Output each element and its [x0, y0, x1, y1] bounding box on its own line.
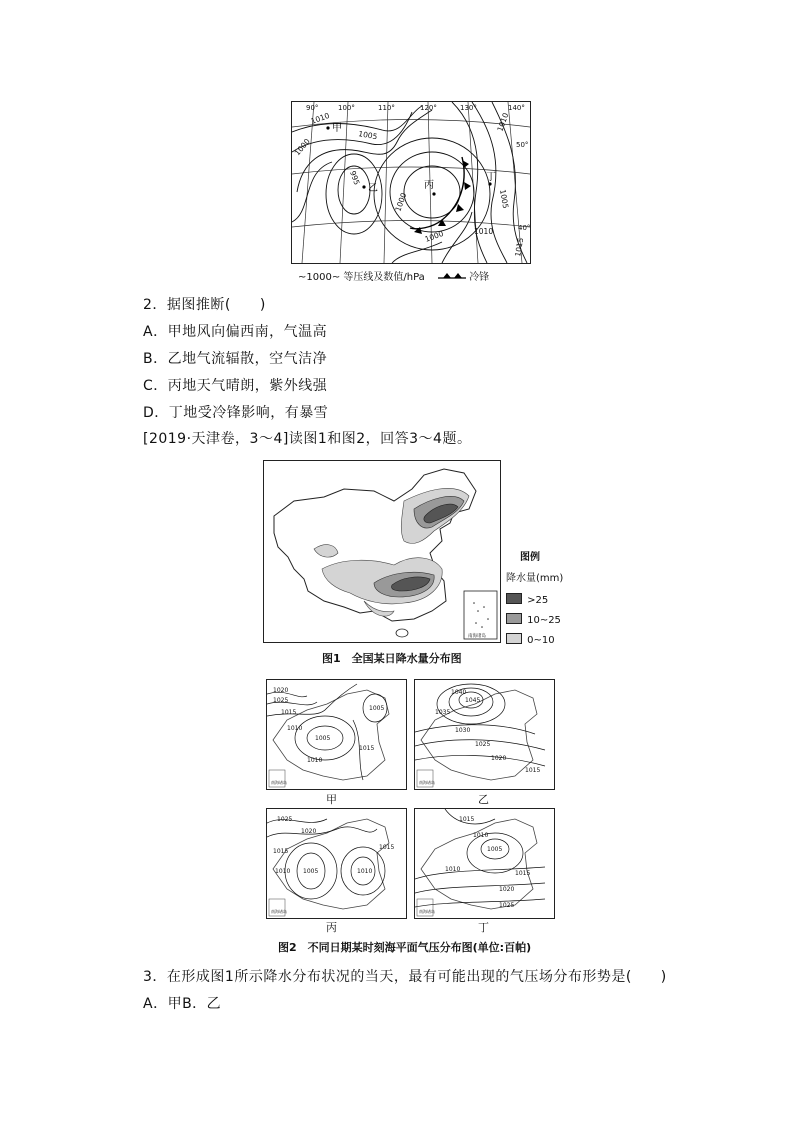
- place-bing: 丙: [424, 180, 434, 191]
- legend-item: [506, 628, 576, 647]
- svg-text:1010: 1010: [473, 832, 489, 839]
- cold-front-legend-text: 冷锋: [469, 272, 490, 283]
- svg-text:1005: 1005: [303, 868, 319, 875]
- svg-text:1030: 1030: [455, 727, 471, 734]
- isobar-value: 1005: [357, 129, 379, 142]
- isobar-map-graphic: [292, 102, 530, 263]
- question-3-stem: 3．在形成图1所示降水分布状况的当天，最有可能出现的气压场分布形势是( ): [143, 969, 667, 985]
- isobar-map: [291, 101, 531, 264]
- pressure-map-jia: [266, 679, 407, 790]
- isobar-value: 1010: [309, 110, 331, 126]
- question-2-option-c: C．丙地天气晴朗，紫外线强: [143, 378, 328, 394]
- isobar-map-legend: [298, 268, 528, 282]
- svg-text:1020: 1020: [273, 687, 289, 694]
- isobar-value: 1005: [498, 188, 511, 210]
- svg-text:1025: 1025: [277, 816, 293, 823]
- svg-text:1025: 1025: [475, 741, 491, 748]
- pressure-map-ding: [414, 808, 555, 919]
- svg-text:1045: 1045: [465, 697, 481, 704]
- legend-label: 10~25: [527, 615, 561, 626]
- isobar-value: 1000: [423, 228, 445, 244]
- svg-text:1020: 1020: [491, 755, 507, 762]
- isobar-legend-text: ~1000~ 等压线及数值/hPa: [298, 272, 425, 283]
- precipitation-legend: [506, 548, 576, 646]
- legend-swatch-heavy: [506, 593, 522, 604]
- legend-label: >25: [527, 595, 549, 606]
- place-ding: 丁: [486, 172, 496, 183]
- precipitation-map: [263, 460, 501, 643]
- svg-text:1005: 1005: [369, 705, 385, 712]
- isobar-value: 1010: [495, 111, 511, 133]
- lat-label: 40°: [518, 224, 530, 232]
- svg-text:1015: 1015: [525, 767, 541, 774]
- lon-label: 90°: [306, 104, 319, 112]
- question-2-option-a: A．甲地风向偏西南，气温高: [143, 324, 328, 340]
- legend-label: 0~10: [527, 635, 555, 646]
- lon-label: 120°: [420, 104, 437, 112]
- svg-text:1015: 1015: [273, 848, 289, 855]
- svg-text:1010: 1010: [307, 757, 323, 764]
- svg-text:1035: 1035: [435, 709, 451, 716]
- pressure-maps-grid: [266, 679, 556, 932]
- place-yi: 乙: [368, 183, 378, 194]
- figure-2-caption: 图2 不同日期某时刻海平面气压分布图(单位:百帕): [278, 941, 532, 954]
- question-3-options: A．甲B．乙: [143, 996, 222, 1012]
- legend-item: [506, 608, 576, 627]
- svg-text:1040: 1040: [451, 689, 467, 696]
- inset-label: 南海诸岛: [468, 634, 486, 639]
- isobar-value: 1000: [393, 191, 409, 213]
- lon-label: 140°: [508, 104, 525, 112]
- svg-text:1005: 1005: [487, 846, 503, 853]
- svg-text:南海诸岛: 南海诸岛: [271, 909, 287, 914]
- question-2-option-b: B．乙地气流辐散，空气洁净: [143, 351, 328, 367]
- section-intro: [2019·天津卷，3～4]读图1和图2，回答3～4题。: [143, 431, 472, 447]
- panel-label-bing: 丙: [326, 921, 337, 934]
- svg-text:南海诸岛: 南海诸岛: [419, 909, 435, 914]
- pressure-map-yi: [414, 679, 555, 790]
- panel-label-yi: 乙: [478, 793, 489, 806]
- panel-label-ding: 丁: [478, 921, 489, 934]
- precipitation-map-graphic: [264, 461, 500, 642]
- isobar-value: 995: [348, 169, 362, 187]
- svg-text:1010: 1010: [275, 868, 291, 875]
- legend-item: [506, 588, 576, 607]
- svg-text:1010: 1010: [357, 868, 373, 875]
- svg-text:1025: 1025: [273, 697, 289, 704]
- svg-text:1015: 1015: [515, 870, 531, 877]
- svg-text:1020: 1020: [301, 828, 317, 835]
- isobar-value: 1015: [513, 236, 526, 258]
- panel-label-jia: 甲: [326, 793, 337, 806]
- svg-text:1015: 1015: [459, 816, 475, 823]
- lon-label: 100°: [338, 104, 355, 112]
- svg-text:1015: 1015: [379, 844, 395, 851]
- svg-text:1010: 1010: [445, 866, 461, 873]
- figure-1-caption: 图1 全国某日降水量分布图: [322, 652, 462, 665]
- cold-front-symbol-icon: [438, 272, 466, 283]
- svg-text:南海诸岛: 南海诸岛: [419, 780, 435, 785]
- pressure-map-bing: [266, 808, 407, 919]
- question-2-option-d: D．丁地受冷锋影响，有暴雪: [143, 405, 329, 421]
- svg-text:1015: 1015: [281, 709, 297, 716]
- svg-text:1020: 1020: [499, 886, 515, 893]
- isobar-value: 1010: [474, 227, 494, 236]
- svg-text:1025: 1025: [499, 902, 515, 909]
- legend-title: 图例: [520, 552, 540, 563]
- lon-label: 130°: [460, 104, 477, 112]
- legend-swatch-light: [506, 633, 522, 644]
- svg-text:1005: 1005: [315, 735, 331, 742]
- legend-swatch-medium: [506, 613, 522, 624]
- question-2-stem: 2．据图推断( ): [143, 297, 266, 313]
- svg-text:1015: 1015: [359, 745, 375, 752]
- lat-label: 50°: [516, 141, 529, 149]
- svg-text:南海诸岛: 南海诸岛: [271, 780, 287, 785]
- place-jia: 甲: [332, 123, 342, 134]
- legend-subtitle: 降水量(mm): [506, 573, 564, 584]
- isobar-value: 1000: [292, 136, 312, 158]
- lon-label: 110°: [378, 104, 395, 112]
- svg-text:1010: 1010: [287, 725, 303, 732]
